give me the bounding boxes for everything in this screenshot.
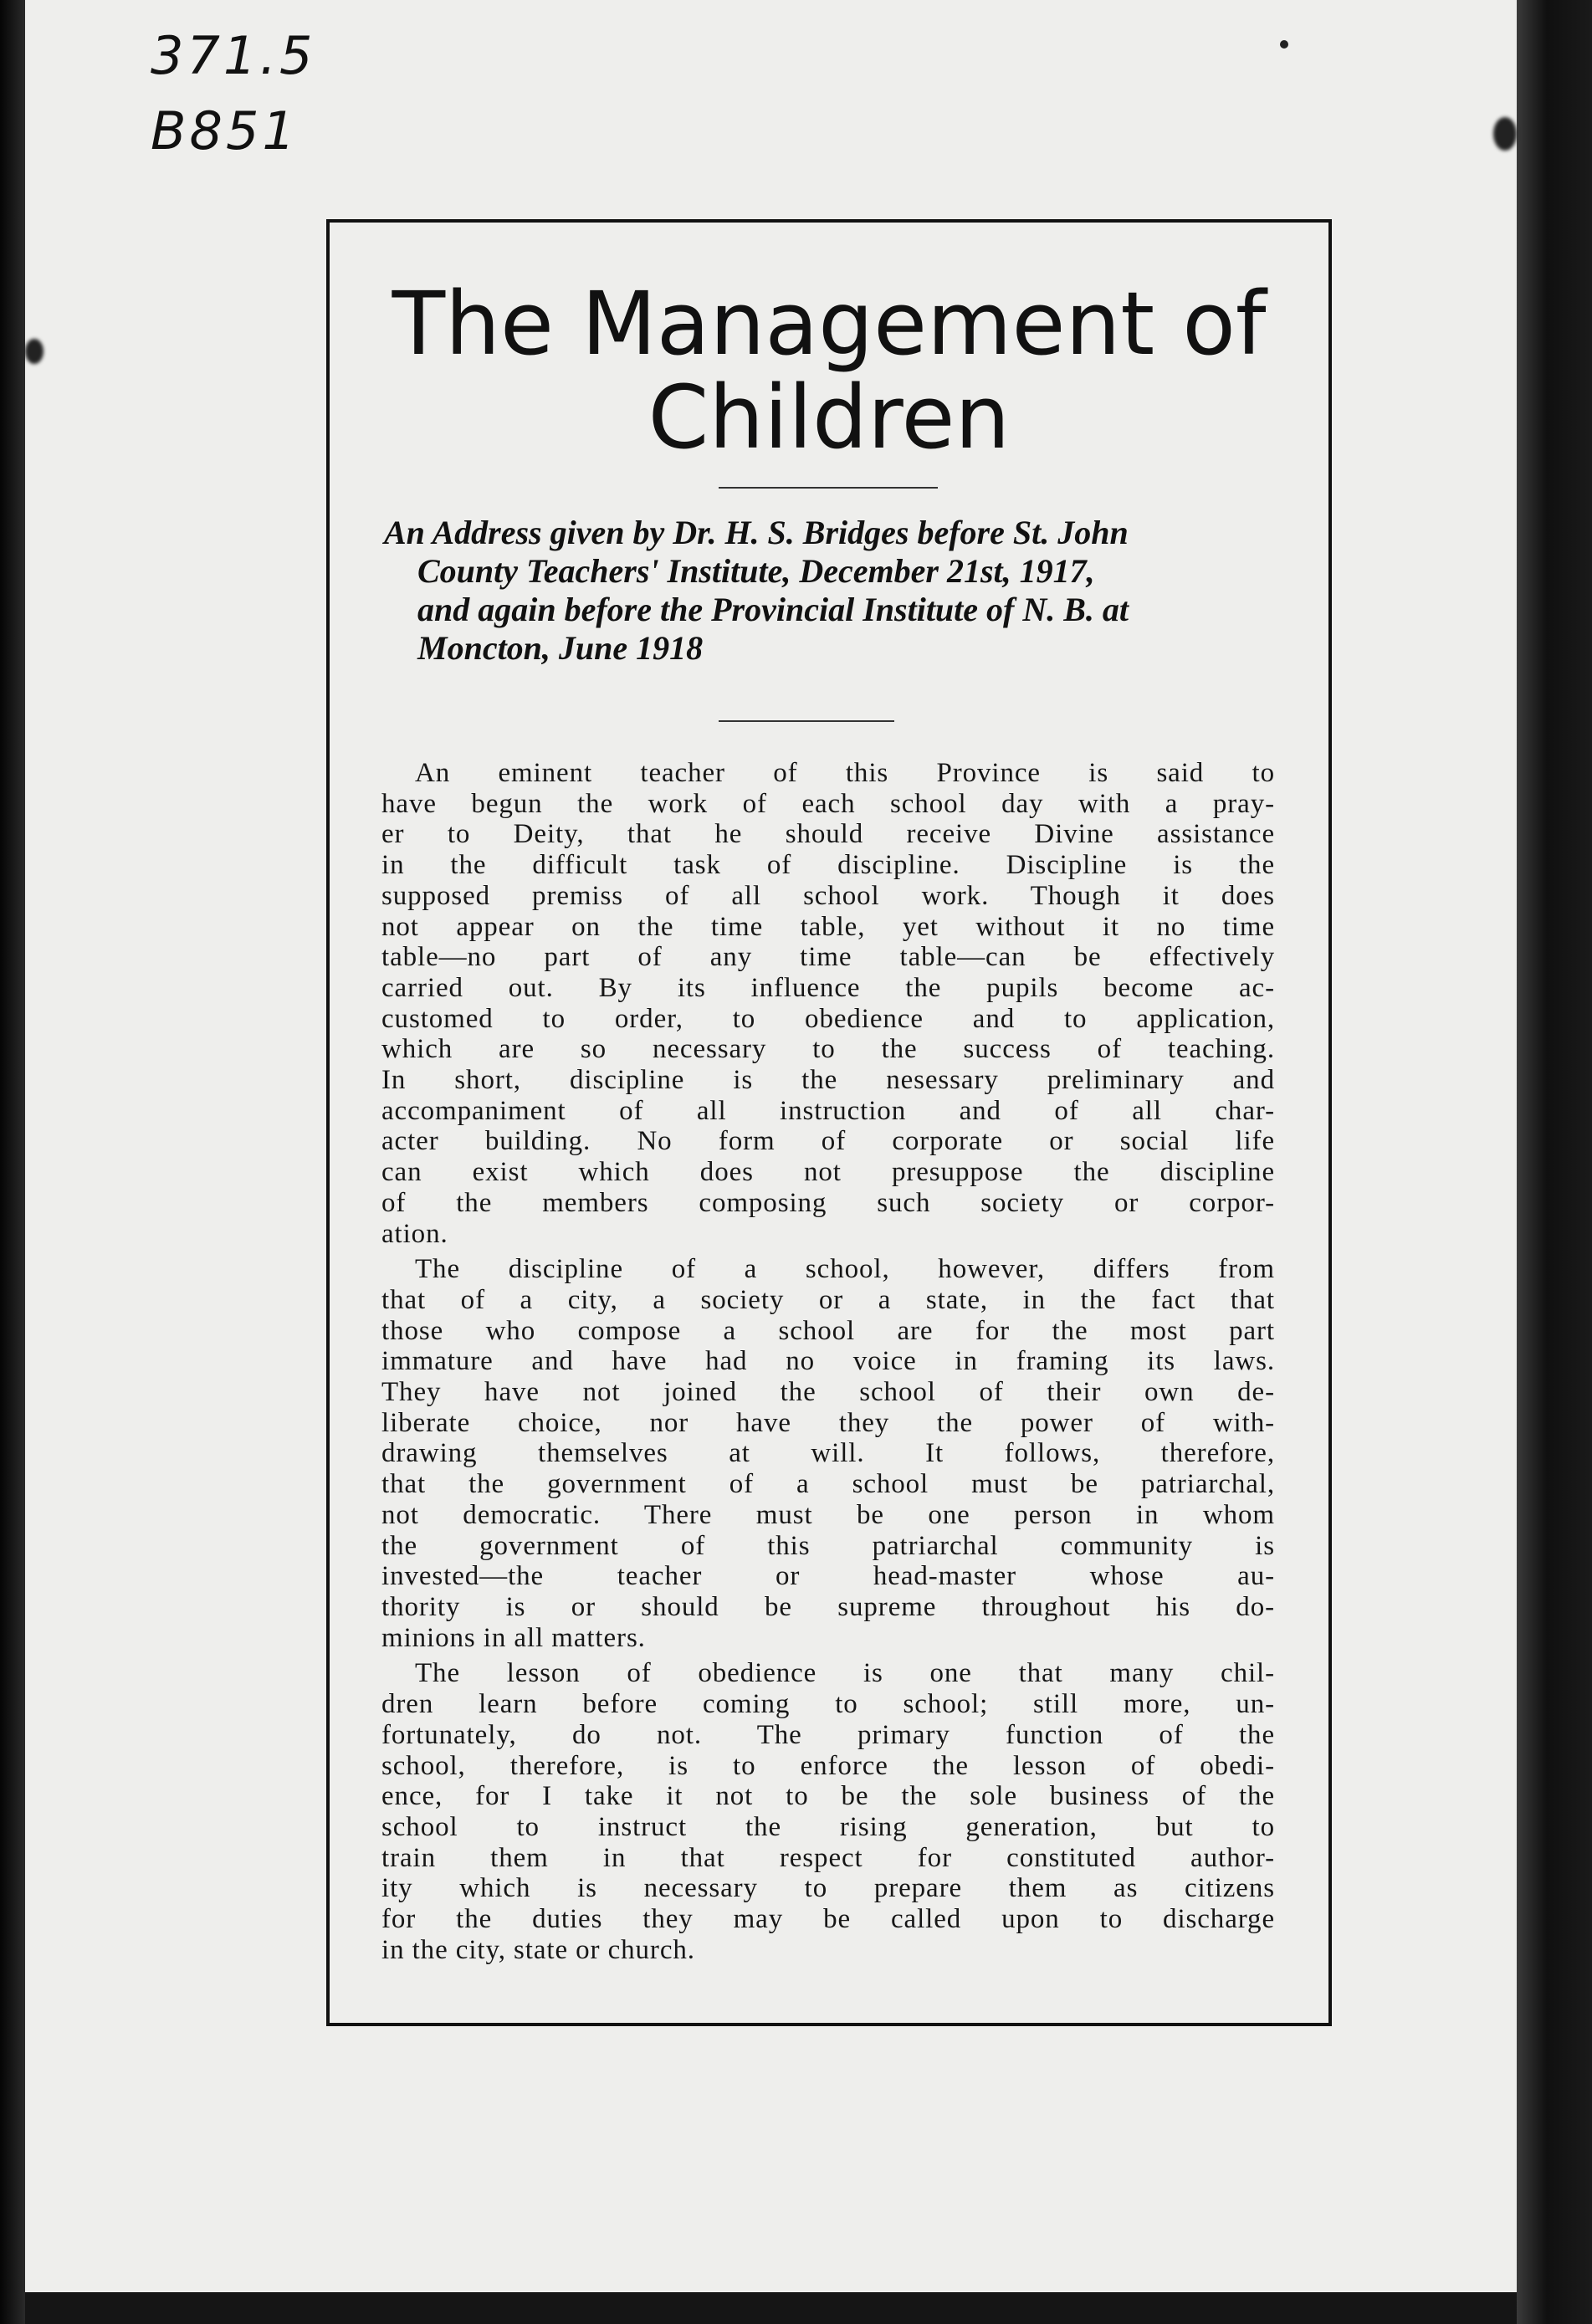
paragraph-line: can exist which does not presuppose the discipline [381,1157,1275,1188]
paragraph-line: school, therefore, is to enforce the lesson of obedi- [381,1750,1275,1781]
paragraph-line: of the members composing such society or corpor- [381,1187,1275,1218]
paragraph-line: for the duties they may be called upon to discharge [381,1904,1275,1935]
paragraph-line: school to instruct the rising generation, but to [381,1811,1275,1842]
paragraph-line: ation. [381,1218,448,1249]
paragraph-line: fortunately, do not. The primary function of the [381,1719,1275,1750]
paragraph-line: carried out. By its influence the pupils become ac- [381,972,1275,1003]
paragraph-line: ity which is necessary to prepare them as citizens [381,1873,1275,1904]
paragraph-line: er to Deity, that he should receive Divine assistance [381,819,1275,850]
paragraph-line: The lesson of obedience is one that many chil- [415,1658,1275,1689]
paragraph-line: not appear on the time table, yet without it no time [381,911,1275,942]
call-number-line-2: B851 [151,100,299,161]
paragraph-line: accompaniment of all instruction and of all char- [381,1095,1275,1126]
subtitle-line: County Teachers' Institute, December 21st, 1917, [417,552,1095,590]
scan-blemish [1493,117,1517,151]
article-title [330,273,1328,468]
paragraph-line: liberate choice, nor have they the power of with- [381,1407,1275,1438]
paragraph-line: They have not joined the school of their own de- [381,1377,1275,1408]
paragraph-line: supposed premiss of all school work. Though it does [381,880,1275,911]
paragraph-line: that of a city, a society or a state, in the fact that [381,1284,1275,1315]
title-line-2: Children [648,366,1011,468]
title-divider [719,487,938,489]
subtitle-divider [719,720,894,722]
paragraph-line: The discipline of a school, however, differs from [415,1254,1275,1285]
paragraph-line: that the government of a school must be patriarchal, [381,1469,1275,1500]
paragraph-line: dren learn before coming to school; still more, un- [381,1689,1275,1720]
subtitle-line: Moncton, June 1918 [417,629,704,667]
paragraph-line: immature and have had no voice in framing its laws. [381,1346,1275,1377]
article-body [381,758,1275,1970]
paragraph [381,1658,1275,1965]
subtitle-line: An Address given by Dr. H. S. Bridges before St. John [384,514,1129,551]
subtitle-line: and again before the Provincial Institute of N. B. at [417,591,1129,628]
paragraph-line: table—no part of any time table—can be effectively [381,942,1275,973]
paragraph [381,1254,1275,1653]
scan-blemish [25,339,44,364]
ink-dot [1280,40,1288,49]
paragraph-line: in the city, state or church. [381,1934,695,1965]
paragraph-line: customed to order, to obedience and to application, [381,1003,1275,1034]
paragraph-line: have begun the work of each school day with a pray- [381,788,1275,819]
paragraph-line: thority is or should be supreme throughout his do- [381,1591,1275,1622]
paragraph-line: minions in all matters. [381,1622,646,1653]
paragraph-line: In short, discipline is the nesessary preliminary and [381,1065,1275,1096]
scan-edge-right [1517,0,1592,2324]
paragraph [381,758,1275,1249]
paragraph-line: train them in that respect for constituted author- [381,1842,1275,1873]
paragraph-line: those who compose a school are for the most part [381,1315,1275,1346]
paragraph-line: the government of this patriarchal community is [381,1530,1275,1561]
paragraph-line: not democratic. There must be one person in whom [381,1499,1275,1530]
paragraph-line: invested—the teacher or head-master whose au- [381,1561,1275,1592]
title-line-1: The Management of [392,273,1267,375]
paragraph-line: An eminent teacher of this Province is said to [415,758,1275,788]
paragraph-line: in the difficult task of discipline. Discipline is the [381,850,1275,881]
document-page [25,0,1517,2292]
paragraph-line: ence, for I take it not to be the sole business of the [381,1781,1275,1812]
scan-edge-left [0,0,25,2324]
article-frame [326,219,1332,2026]
call-number-line-1: 371.5 [151,25,316,86]
paragraph-line: acter building. No form of corporate or social life [381,1126,1275,1157]
paragraph-line: drawing themselves at will. It follows, therefore, [381,1438,1275,1469]
article-subtitle [384,514,1287,668]
paragraph-line: which are so necessary to the success of teaching. [381,1034,1275,1065]
